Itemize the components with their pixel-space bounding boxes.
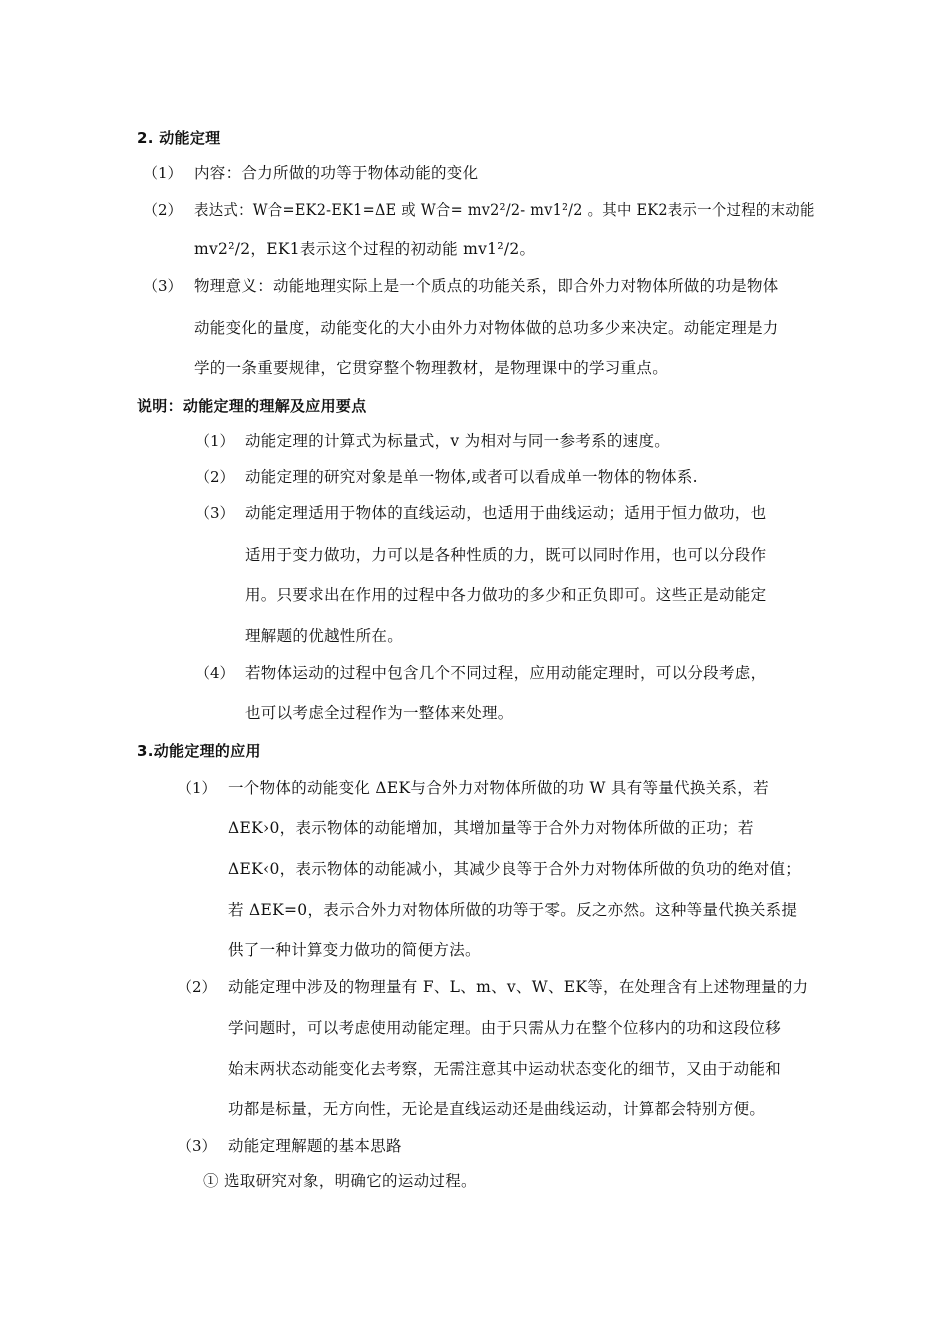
s3-item-2-line-2: 学问题时，可以考虑使用动能定理。由于只需从力在整个位移内的功和这段位移 — [228, 1019, 782, 1037]
s2-item-3-number: （3） — [143, 277, 183, 295]
note-item-3-line-3: 用。只要求出在作用的过程中各力做功的多少和正负即可。这些正是动能定 — [245, 586, 767, 604]
s3-item-2-number: （2） — [177, 978, 217, 996]
s3-item-2-line-1: 动能定理中涉及的物理量有 F、L、m、v、W、EK等，在处理含有上述物理量的力 — [228, 978, 809, 996]
section-3-heading: 3.动能定理的应用 — [137, 742, 261, 760]
s3-item-2-line-3: 始末两状态动能变化去考察，无需注意其中运动状态变化的细节，又由于动能和 — [228, 1060, 782, 1078]
note-item-1-number: （1） — [195, 432, 235, 450]
s3-item-2-line-4: 功都是标量，无方向性，无论是直线运动还是曲线运动，计算都会特别方便。 — [228, 1100, 766, 1118]
s3-item-3-number: （3） — [177, 1137, 217, 1155]
note-item-3-number: （3） — [195, 504, 235, 522]
s3-item-1-line-5: 供了一种计算变力做功的简便方法。 — [228, 941, 481, 959]
note-item-2-number: （2） — [195, 468, 235, 486]
note-item-2-line-1: 动能定理的研究对象是单一物体,或者可以看成单一物体的物体系. — [245, 468, 698, 486]
s2-item-2-line-2: mv2²/2，EK1表示这个过程的初动能 mv1²/2。 — [194, 240, 536, 258]
s3-item-3-line-1: 动能定理解题的基本思路 — [228, 1137, 402, 1155]
s2-item-3-line-3: 学的一条重要规律，它贯穿整个物理教材，是物理课中的学习重点。 — [194, 359, 669, 377]
s3-item-1-line-3: ΔEK‹0，表示物体的动能减小，其减少良等于合外力对物体所做的负功的绝对值； — [228, 860, 802, 878]
s2-item-3-line-1: 物理意义：动能地理实际上是一个质点的功能关系，即合外力对物体所做的功是物体 — [194, 277, 779, 295]
s2-item-1-number: （1） — [143, 164, 183, 182]
section-2-heading: 2. 动能定理 — [137, 129, 221, 147]
s2-item-3-line-2: 动能变化的量度，动能变化的大小由外力对物体做的总功多少来决定。动能定理是力 — [194, 319, 779, 337]
note-item-4-line-1: 若物体运动的过程中包含几个不同过程，应用动能定理时，可以分段考虑， — [245, 664, 767, 682]
s2-item-1-line-1: 内容：合力所做的功等于物体动能的变化 — [194, 164, 479, 182]
s3-item-1-line-2: ΔEK›0，表示物体的动能增加，其增加量等于合外力对物体所做的正功；若 — [228, 819, 754, 837]
note-item-3-line-4: 理解题的优越性所在。 — [245, 627, 404, 645]
s3-item-1-number: （1） — [177, 779, 217, 797]
note-item-4-number: （4） — [195, 664, 235, 682]
note-item-1-line-1: 动能定理的计算式为标量式，v 为相对与同一参考系的速度。 — [245, 432, 671, 450]
note-heading: 说明：动能定理的理解及应用要点 — [137, 397, 367, 415]
s3-item-1-line-1: 一个物体的动能变化 ΔEK与合外力对物体所做的功 W 具有等量代换关系，若 — [228, 779, 769, 797]
note-item-4-line-2: 也可以考虑全过程作为一整体来处理。 — [245, 704, 514, 722]
s2-item-2-number: （2） — [143, 201, 183, 219]
s2-item-2-line-1: 表达式：W合=EK2-EK1=ΔE 或 W合= mv2²/2- mv1²/2 。其中 EK2表示一个过程的末动能 — [194, 201, 815, 219]
s3-item-1-line-4: 若 ΔEK=0，表示合外力对物体所做的功等于零。反之亦然。这种等量代换关系提 — [228, 901, 798, 919]
s3-step-1: ① 选取研究对象，明确它的运动过程。 — [203, 1172, 477, 1190]
note-item-3-line-2: 适用于变力做功，力可以是各种性质的力，既可以同时作用，也可以分段作 — [245, 546, 767, 564]
note-item-3-line-1: 动能定理适用于物体的直线运动，也适用于曲线运动；适用于恒力做功，也 — [245, 504, 767, 522]
